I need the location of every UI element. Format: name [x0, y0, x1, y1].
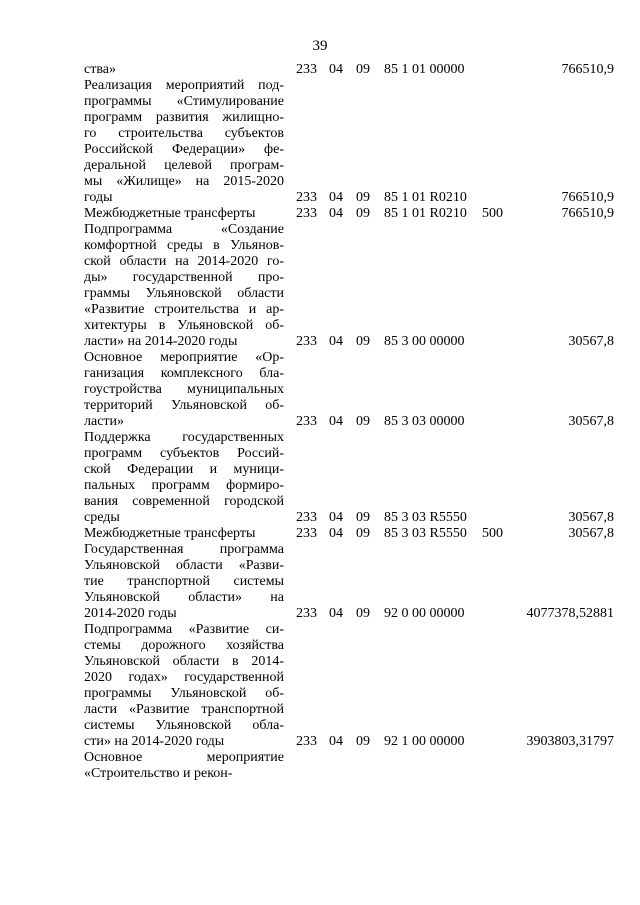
admin-code: 233 — [296, 62, 317, 77]
expense-type-code: 500 — [482, 526, 503, 541]
admin-code: 233 — [296, 734, 317, 749]
target-code: 85 1 01 R0210 — [384, 190, 467, 205]
row-name-line: тие транспортной системы — [84, 574, 284, 589]
row-amount: 30567,8 — [568, 334, 614, 349]
row-name-line: Поддержка государственных — [84, 430, 284, 445]
admin-code: 233 — [296, 414, 317, 429]
subsection-code: 09 — [356, 606, 370, 621]
admin-code: 233 — [296, 334, 317, 349]
row-name-line: сти» на 2014-2020 годы — [84, 734, 225, 749]
row-amount: 4077378,52881 — [526, 606, 614, 621]
admin-code: 233 — [296, 606, 317, 621]
row-amount: 30567,8 — [568, 414, 614, 429]
row-name-line: ской Федерации и муници- — [84, 462, 284, 477]
row-name-line: вания современной городской — [84, 494, 284, 509]
row-name-line: Межбюджетные трансферты — [84, 526, 256, 541]
admin-code: 233 — [296, 510, 317, 525]
row-amount: 30567,8 — [568, 526, 614, 541]
row-name-line: ласти» на 2014-2020 годы — [84, 334, 238, 349]
table-row — [84, 430, 614, 526]
row-name-line: гоустройства муниципальных — [84, 382, 284, 397]
target-code: 85 1 01 00000 — [384, 62, 465, 77]
page-number: 39 — [312, 38, 328, 54]
row-name-line: деральной целевой програм- — [84, 158, 284, 173]
row-name-line: Межбюджетные трансферты — [84, 206, 256, 221]
row-amount: 3903803,31797 — [526, 734, 614, 749]
row-name — [84, 62, 284, 78]
row-name-line: программы Ульяновской об- — [84, 686, 284, 701]
row-name-line: Ульяновской области» на — [84, 590, 284, 605]
row-amount: 766510,9 — [561, 62, 614, 77]
budget-table — [84, 62, 614, 782]
row-name — [84, 542, 284, 622]
row-name-line: Основное мероприятие «Ор- — [84, 350, 284, 365]
row-name-line: ганизация комплексного бла- — [84, 366, 284, 381]
table-row — [84, 542, 614, 622]
row-name-line: Подпрограмма «Создание — [84, 222, 284, 237]
subsection-code: 09 — [356, 190, 370, 205]
row-name-line: Подпрограмма «Развитие си- — [84, 622, 284, 637]
row-name-line: среды — [84, 510, 120, 525]
section-code: 04 — [329, 414, 343, 429]
subsection-code: 09 — [356, 334, 370, 349]
table-row — [84, 62, 614, 78]
target-code: 85 3 03 R5550 — [384, 526, 467, 541]
row-name — [84, 430, 284, 526]
table-row — [84, 78, 614, 206]
admin-code: 233 — [296, 190, 317, 205]
row-name — [84, 622, 284, 750]
section-code: 04 — [329, 62, 343, 77]
row-name-line: комфортной среды в Ульянов- — [84, 238, 284, 253]
row-name-line: ласти «Развитие транспортной — [84, 702, 284, 717]
target-code: 92 0 00 00000 — [384, 606, 465, 621]
row-name-line: системы Ульяновской обла- — [84, 718, 284, 733]
subsection-code: 09 — [356, 734, 370, 749]
row-name-line: ласти» — [84, 414, 125, 429]
table-row — [84, 350, 614, 430]
section-code: 04 — [329, 734, 343, 749]
row-name-line: Реализация мероприятий под- — [84, 78, 284, 93]
row-name-line: «Строительство и рекон- — [84, 766, 233, 781]
target-code: 92 1 00 00000 — [384, 734, 465, 749]
target-code: 85 3 03 R5550 — [384, 510, 467, 525]
row-name-line: стемы дорожного хозяйства — [84, 638, 284, 653]
row-name-line: Основное мероприятие — [84, 750, 284, 765]
row-name-line: территорий Ульяновской об- — [84, 398, 284, 413]
target-code: 85 3 03 00000 — [384, 414, 465, 429]
row-name-line: пальных программ формиро- — [84, 478, 284, 493]
subsection-code: 09 — [356, 414, 370, 429]
row-name-line: ства» — [84, 62, 116, 77]
row-name — [84, 526, 284, 542]
row-name-line: программ развития жилищно- — [84, 110, 284, 125]
row-name-line: ской области на 2014-2020 го- — [84, 254, 284, 269]
row-name-line: мы «Жилище» на 2015-2020 — [84, 174, 284, 189]
subsection-code: 09 — [356, 206, 370, 221]
subsection-code: 09 — [356, 62, 370, 77]
section-code: 04 — [329, 510, 343, 525]
row-name-line: Российской Федерации» фе- — [84, 142, 284, 157]
admin-code: 233 — [296, 526, 317, 541]
table-row — [84, 622, 614, 750]
row-name-line: го строительства субъектов — [84, 126, 284, 141]
row-name-line: граммы Ульяновской области — [84, 286, 284, 301]
section-code: 04 — [329, 190, 343, 205]
expense-type-code: 500 — [482, 206, 503, 221]
row-name — [84, 222, 284, 350]
admin-code: 233 — [296, 206, 317, 221]
row-name-line: 2014-2020 годы — [84, 606, 177, 621]
row-name-line: Ульяновской области «Разви- — [84, 558, 284, 573]
row-name-line: хитектуры в Ульяновской об- — [84, 318, 284, 333]
row-name-line: годы — [84, 190, 113, 205]
section-code: 04 — [329, 334, 343, 349]
section-code: 04 — [329, 526, 343, 541]
row-name — [84, 78, 284, 206]
row-name-line: Государственная программа — [84, 542, 284, 557]
row-name-line: программ субъектов Россий- — [84, 446, 284, 461]
row-name-line: программы «Стимулирование — [84, 94, 284, 109]
subsection-code: 09 — [356, 510, 370, 525]
row-name-line: 2020 годах» государственной — [84, 670, 284, 685]
table-row — [84, 750, 614, 782]
row-name — [84, 350, 284, 430]
row-name — [84, 750, 284, 782]
row-name — [84, 206, 284, 222]
table-row — [84, 526, 614, 542]
section-code: 04 — [329, 606, 343, 621]
row-name-line: Ульяновской области в 2014- — [84, 654, 284, 669]
table-row — [84, 222, 614, 350]
table-row — [84, 206, 614, 222]
target-code: 85 1 01 R0210 — [384, 206, 467, 221]
row-name-line: ды» государственной про- — [84, 270, 284, 285]
row-amount: 30567,8 — [568, 510, 614, 525]
section-code: 04 — [329, 206, 343, 221]
target-code: 85 3 00 00000 — [384, 334, 465, 349]
subsection-code: 09 — [356, 526, 370, 541]
row-amount: 766510,9 — [561, 190, 614, 205]
row-name-line: «Развитие строительства и ар- — [84, 302, 284, 317]
row-amount: 766510,9 — [561, 206, 614, 221]
